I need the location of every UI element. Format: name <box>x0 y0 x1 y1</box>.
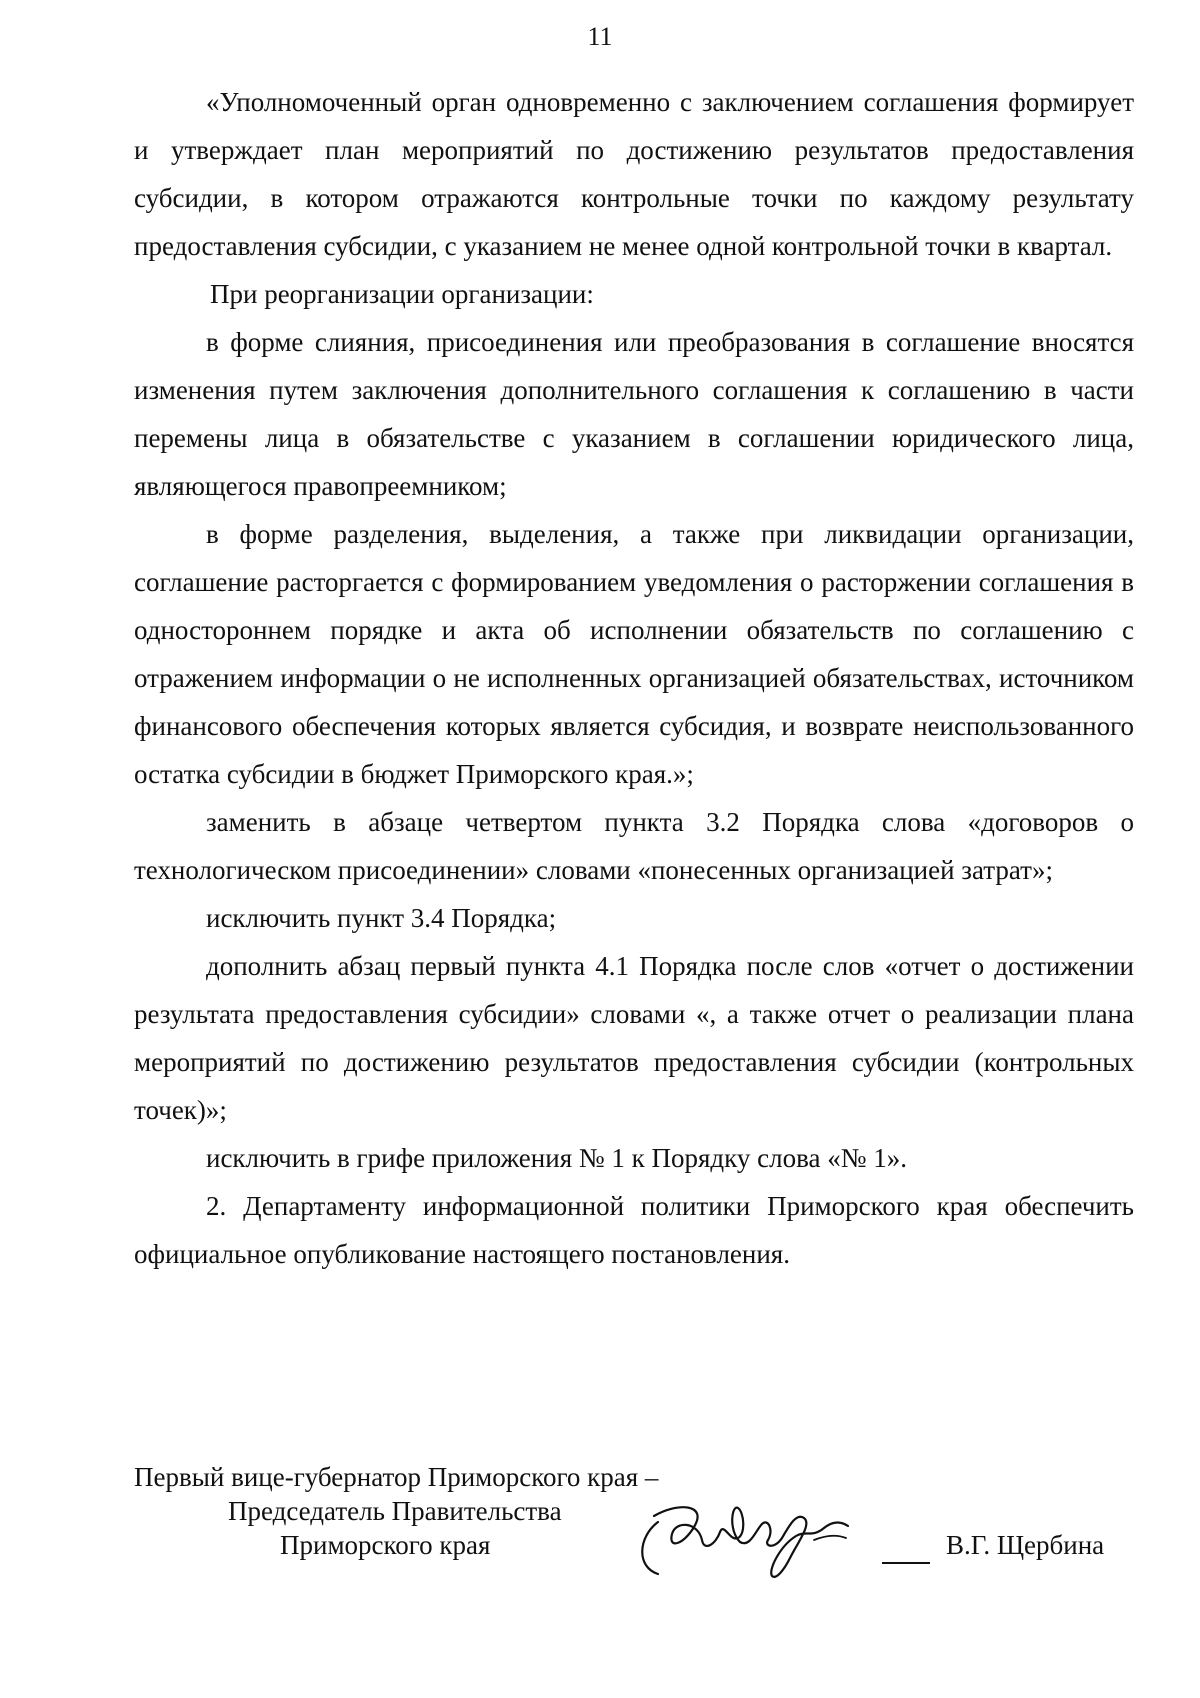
paragraph-reorganization-intro: При реорганизации организации: <box>210 279 594 309</box>
signatory-position-line1: Первый вице-губернатор Приморского края – <box>134 1462 659 1492</box>
paragraph-replace-3-2: заменить в абзаце четвертом пункта 3.2 Порядка слова «договоров о технологическом присоединении» словами «понесенных организацией затрат»; <box>134 807 1134 885</box>
paragraph-merger: в форме слияния, присоединения или преобразования в соглашение вносятся изменения путем заключения дополнительного соглашения к соглашению в части перемены лица в обязательстве с указанием в соглашении юридического лица, являющегося правопреемником; <box>134 327 1134 501</box>
signatory-position-line2: Председатель Правительства <box>228 1496 562 1526</box>
paragraph-plan-measures: «Уполномоченный орган одновременно с заключением соглашения формирует и утверждает план мероприятий по достижению результатов предоставления субсидии, в котором отражаются контрольные точки по каждому результату предоставления субсидии, с указанием не менее одной контрольной точки в квартал. <box>134 87 1134 261</box>
page-number: 11 <box>587 22 613 51</box>
paragraph-division: в форме разделения, выделения, а также при ликвидации организации, соглашение расторгается с формированием уведомления о расторжении соглашения в одностороннем порядке и акта об исполнении обязательств по соглашению с отражением информации о не исполненных организацией обязательствах, источником финансового обеспечения которых является субсидия, и возврате неиспользованного остатка субсидии в бюджет Приморского края.»; <box>134 519 1134 789</box>
paragraph-supplement-4-1: дополнить абзац первый пункта 4.1 Порядка после слов «отчет о достижении результата предоставления субсидии» словами «, а также отчет о реализации плана мероприятий по достижению результатов предоставления субсидии (контрольных точек)»; <box>134 951 1134 1125</box>
paragraph-publication: 2. Департаменту информационной политики Приморского края обеспечить официальное опубликование настоящего постановления. <box>134 1191 1134 1269</box>
handwritten-signature <box>628 1482 868 1592</box>
signatory-position-line3: Приморского края <box>280 1530 491 1560</box>
paragraph-exclude-annex-stamp: исключить в грифе приложения № 1 к Порядку слова «№ 1». <box>206 1143 907 1173</box>
signature-block <box>134 1462 1134 1582</box>
document-body <box>134 78 1134 1278</box>
signature-underline <box>882 1562 930 1564</box>
signatory-name: В.Г. Щербина <box>946 1530 1105 1560</box>
paragraph-exclude-3-4: исключить пункт 3.4 Порядка; <box>206 903 557 933</box>
